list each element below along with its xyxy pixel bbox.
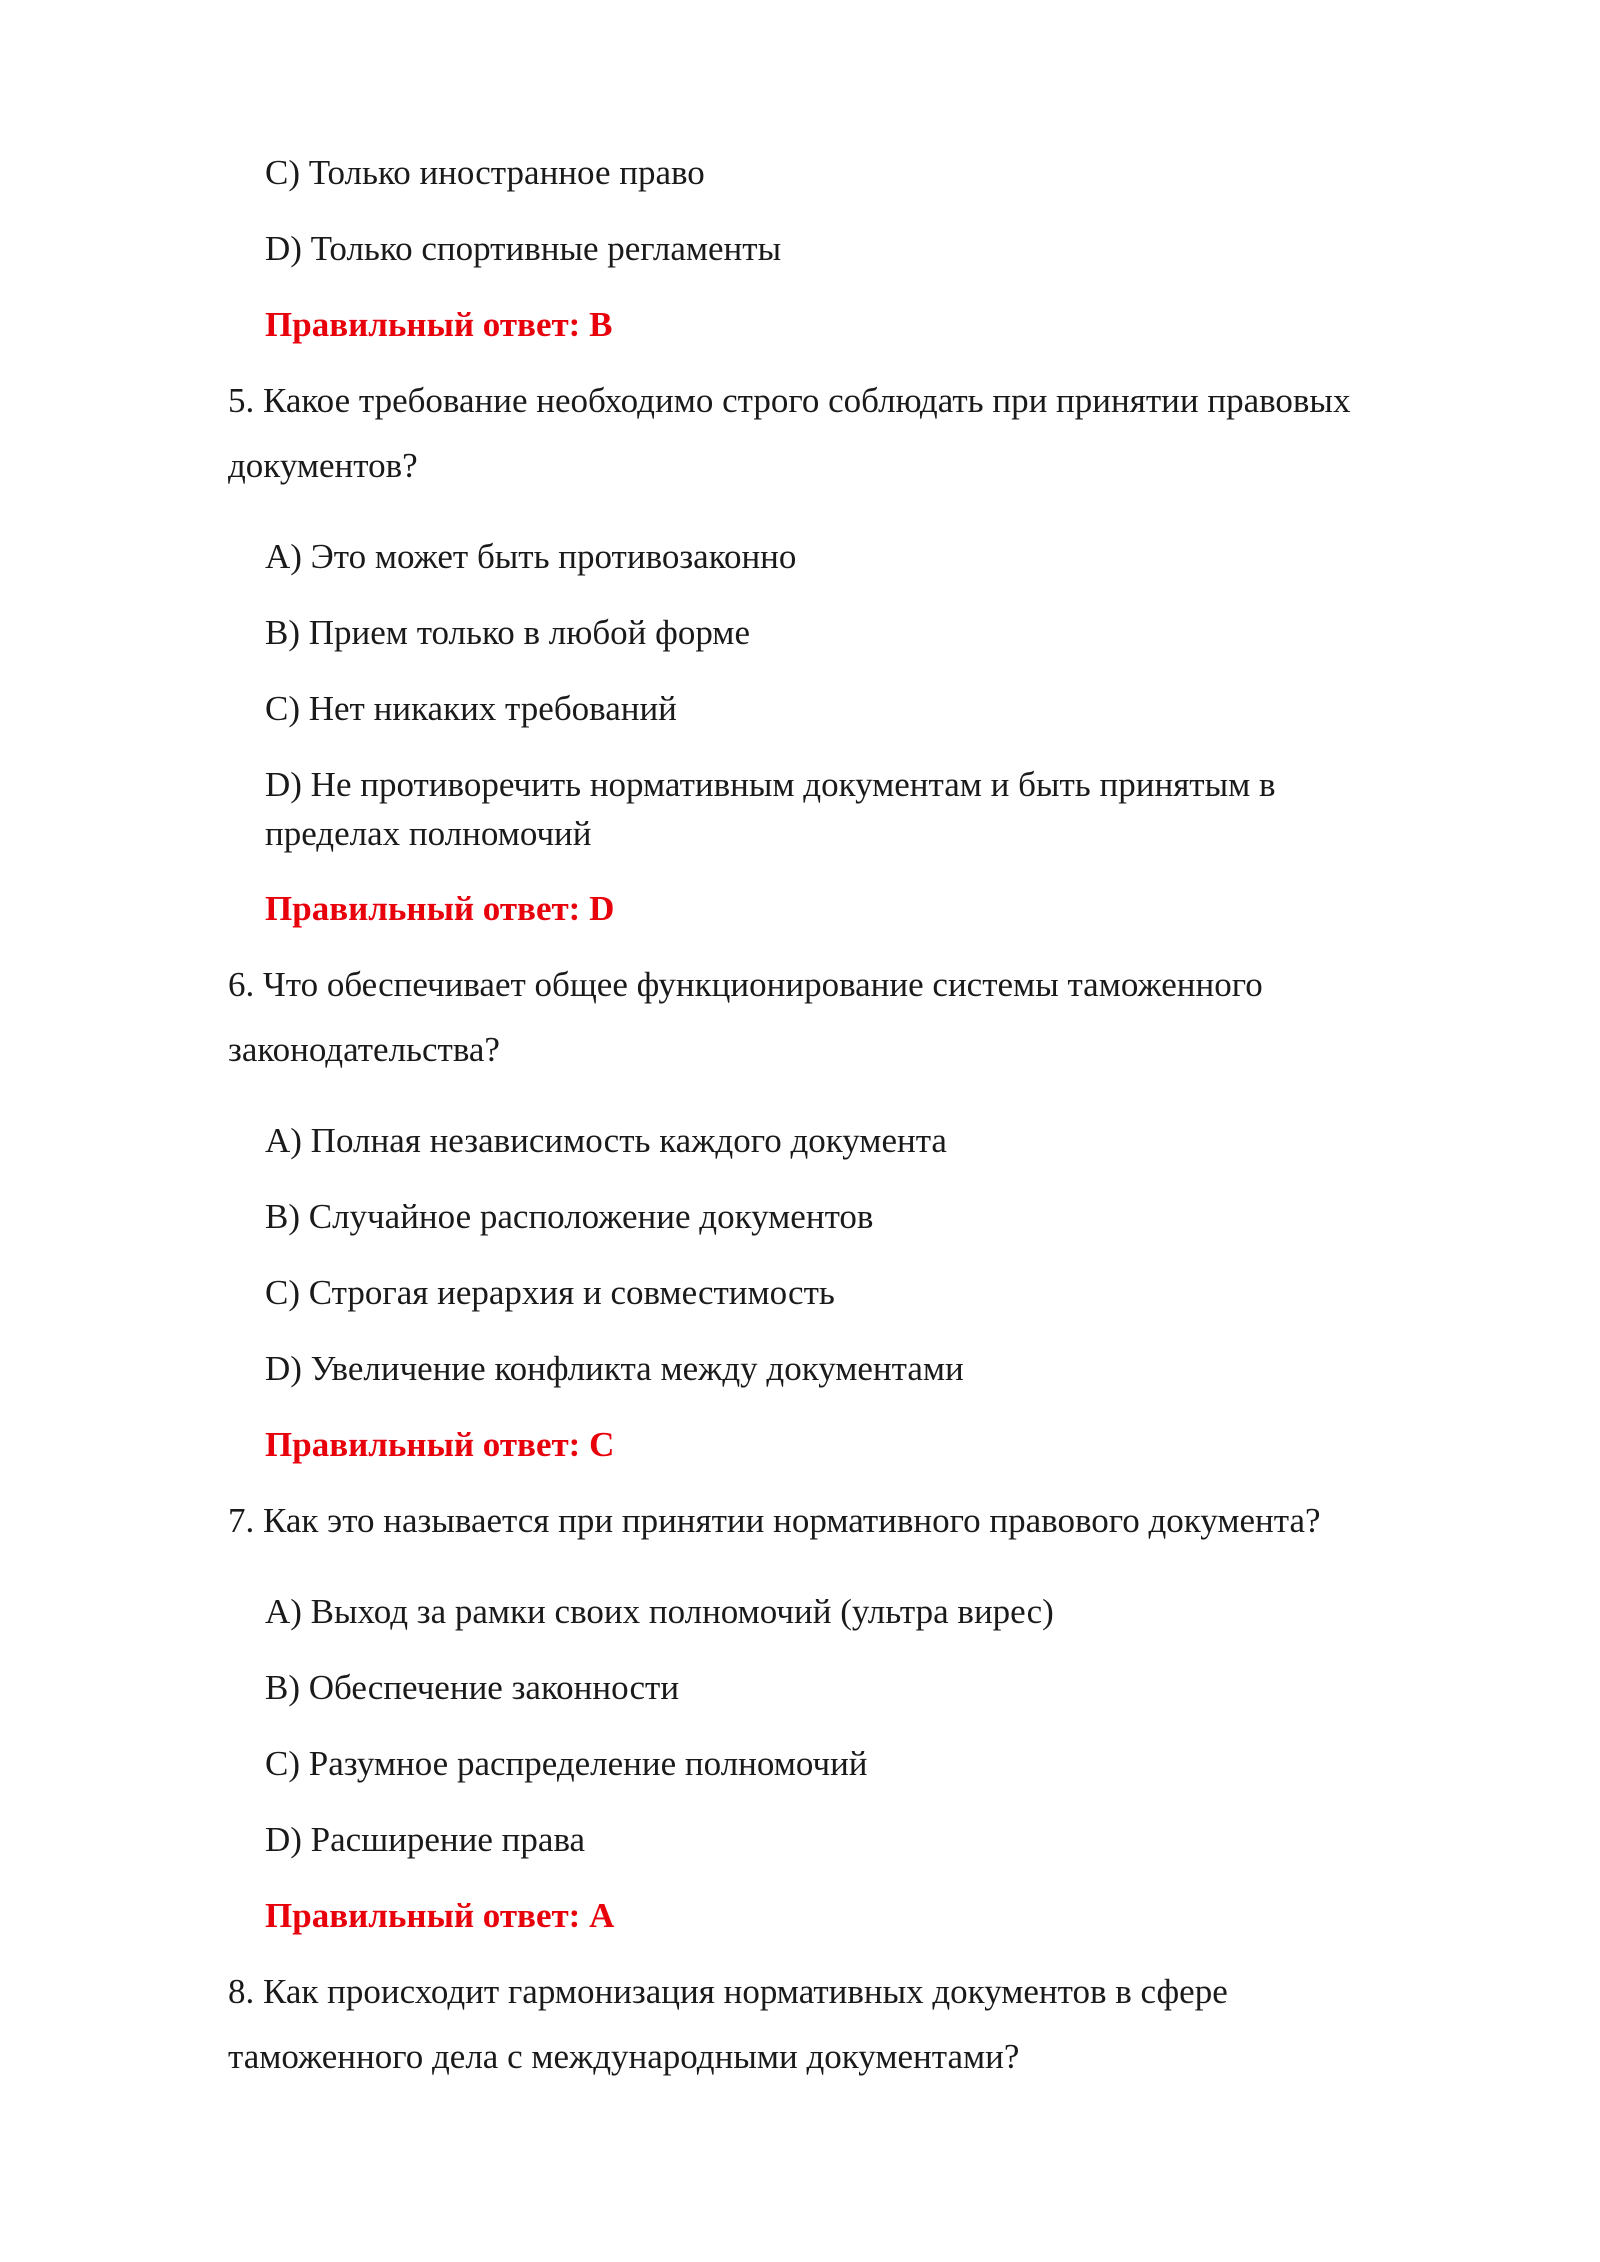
correct-answer: Правильный ответ: C xyxy=(265,1425,615,1464)
option-d: D) Не противоречить нормативным документам и быть принятым в xyxy=(265,765,1276,804)
question-text: таможенного дела с международными документами? xyxy=(228,2037,1020,2076)
option-a: A) Это может быть противозаконно xyxy=(265,537,797,576)
option-c: C) Строгая иерархия и совместимость xyxy=(265,1273,835,1312)
question-text: документов? xyxy=(228,446,418,485)
option-c: C) Только иностранное право xyxy=(265,153,705,192)
question-text: законодательства? xyxy=(228,1030,500,1069)
option-a: A) Полная независимость каждого документа xyxy=(265,1121,947,1160)
option-d: D) Расширение права xyxy=(265,1820,586,1859)
option-b: B) Случайное расположение документов xyxy=(265,1197,874,1236)
option-c: C) Разумное распределение полномочий xyxy=(265,1744,868,1783)
correct-answer: Правильный ответ: B xyxy=(265,305,613,344)
question-text: 6. Что обеспечивает общее функционирование системы таможенного xyxy=(228,965,1263,1004)
option-b: B) Обеспечение законности xyxy=(265,1668,680,1707)
question-text: 5. Какое требование необходимо строго соблюдать при принятии правовых xyxy=(228,381,1351,420)
option-c: C) Нет никаких требований xyxy=(265,689,677,728)
correct-answer: Правильный ответ: A xyxy=(265,1896,615,1935)
option-b: B) Прием только в любой форме xyxy=(265,613,750,652)
option-a: A) Выход за рамки своих полномочий (ультра вирес) xyxy=(265,1592,1054,1631)
option-d: D) Только спортивные регламенты xyxy=(265,229,782,268)
question-text: 8. Как происходит гармонизация нормативных документов в сфере xyxy=(228,1972,1228,2011)
question-text: 7. Как это называется при принятии нормативного правового документа? xyxy=(228,1501,1321,1540)
option-d-continued: пределах полномочий xyxy=(265,814,592,853)
correct-answer: Правильный ответ: D xyxy=(265,889,615,928)
option-d: D) Увеличение конфликта между документами xyxy=(265,1349,964,1388)
